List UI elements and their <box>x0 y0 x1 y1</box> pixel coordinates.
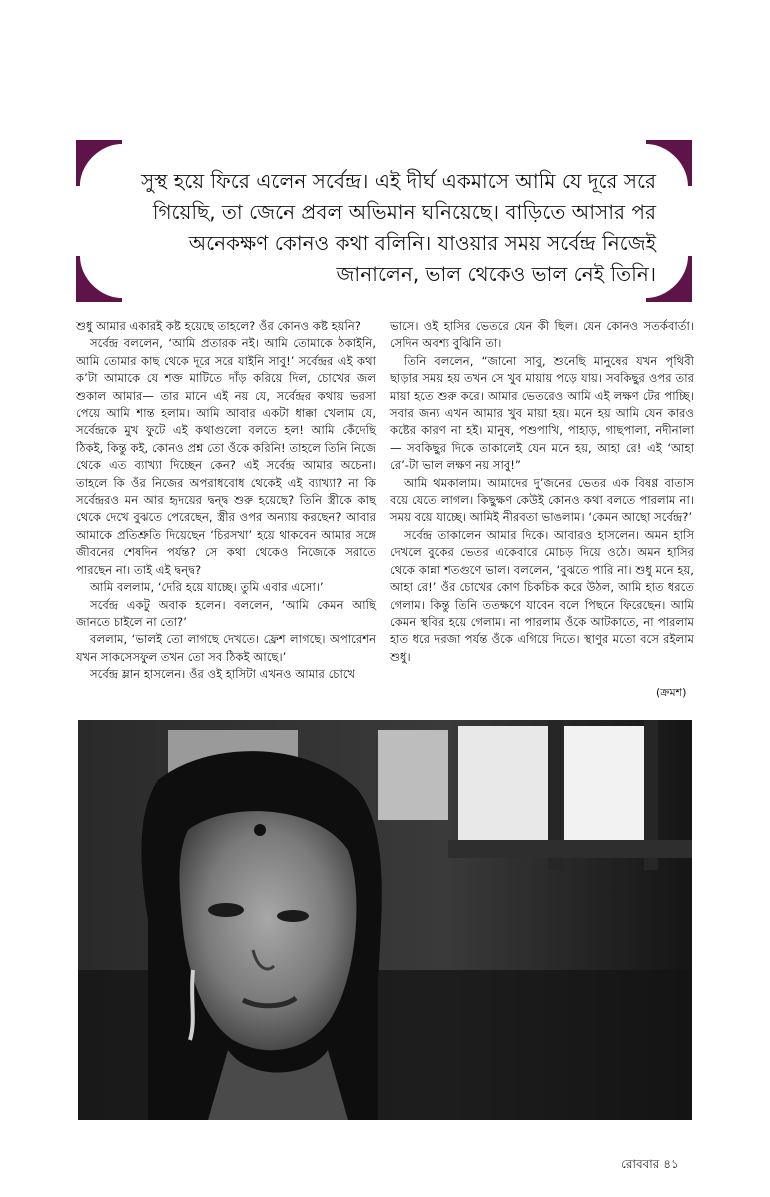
film-still-photo <box>78 720 692 1120</box>
paragraph: সর্বেন্দ্র বললেন, ‘আমি প্রতারক নই। আমি তোমাকে ঠকাইনি, আমি তোমার কাছ থেকে দূরে সরে যাইনি সাবু!’ সর্বেন্দ্রর এই কথা ক’টা আমাকে যে শক্ত মাটিতে দাঁড় করিয়ে দিল, চোখের জল শুকাল আমার— তার মানে এই নয় যে, সর্বেন্দ্রর কথায় ভরসা পেয়ে আমি শান্ত হলাম। আমি আবার একটা ধাক্কা খেলাম যে, সর্বেন্দ্রকে মুখ ফুটে এই কথাগুলো বলতে হল! আমি কেঁদেছি ঠিকই, কিন্তু কই, কোনও প্রশ্ন তো ওঁকে করিনি! তাহলে তিনি নিজে থেকে এত ব্যাখ্যা দিচ্ছেন কেন? এই সর্বেন্দ্র আমার অচেনা। তাহলে কি ওঁর নিজের অপরাধবোধ থেকেই এই ব্যাখ্যা? না কি সর্বেন্দ্ররও মন আর হৃদয়ের দ্বন্দ্ব শুরু হয়েছে? তিনি স্ত্রীকে কাছ থেকে দেখে বুঝতে পেরেছেন, স্ত্রীর ওপর অন্যায় করছেন? আবার আমাকে প্রতিশ্রুতি দিয়েছেন ‘চিরসখা’ হয়ে থাকবেন আমার সঙ্গে জীবনের শেষদিন পর্যন্ত? সে কথা থেকেও নিজেকে সরাতে পারছেন না। তাই এই দ্বন্দ্ব? <box>76 336 376 577</box>
pull-quote-line: সুস্থ হয়ে ফিরে এলেন সর্বেন্দ্র। এই দীর্ঘ একমাসে আমি যে দূরে সরে <box>140 169 656 193</box>
paragraph: বললাম, ‘ভালই তো লাগছে দেখতে। ফ্রেশ লাগছে। অপারেশন যখন সাকসেসফুল তখন তো সব ঠিকই আছে।’ <box>76 632 376 664</box>
article-column-right <box>390 318 694 666</box>
pull-quote-line: গিয়েছি, তা জেনে প্রবল অভিমান ঘনিয়েছে। বাড়িতে আসার পর <box>152 200 656 224</box>
paragraph: আমি থমকালাম। আমাদের দু’জনের ভেতর এক বিষণ্ণ বাতাস বয়ে যেতে লাগল। কিছুক্ষণ কেউই কোনও কথা বলতে পারলাম না। সময় বয়ে যাচ্ছে। আমিই নীরবতা ভাঙলাম। ‘কেমন আছো সর্বেন্দ্র?’ <box>390 475 694 525</box>
continued-label: (ক্রমশ) <box>656 686 687 699</box>
film-still-image <box>78 720 692 1120</box>
page-folio: রোববার ৪১ <box>621 1157 679 1171</box>
pull-quote-line: অনেকক্ষণ কোনও কথা বলিনি। যাওয়ার সময় সর্বেন্দ্র নিজেই <box>188 231 656 255</box>
paragraph: আমি বললাম, ‘দেরি হয়ে যাচ্ছে। তুমি এবার এসো।’ <box>90 580 324 595</box>
paragraph: তিনি বললেন, “জানো সাবু, শুনেছি মানুষের যখন পৃথিবী ছাড়ার সময় হয় তখন সে খুব মায়ায় পড়ে যায়। সবকিছুর ওপর তার মায়া হতে শুরু করে। আমার ভেতরেও আমি এই লক্ষণ টের পাচ্ছি। সবার জন্য এখন আমার খুব মায়া হয়। মনে হয় আমি যেন কারও কষ্টের কারণ না হই। মানুষ, পশুপাখি, পাহাড়, গাছপালা, নদীনালা— সবকিছুর দিকে তাকালেই যেন মনে হয়, আহা রে! এই ‘আহা রে’-টা ভাল লক্ষণ নয় সাবু!” <box>390 353 694 473</box>
pull-quote-text <box>112 166 656 290</box>
paragraph: সর্বেন্দ্র তাকালেন আমার দিকে। আবারও হাসলেন। অমন হাসি দেখলে বুকের ভেতর একেবারে মোচড় দিয়ে ওঠে। অমন হাসির থেকে কান্না শতগুণে ভাল। বললেন, ‘বুঝতে পারি না। শুধু মনে হয়, আহা রে!’ ওঁর চোখের কোণ চিকচিক করে উঠল, আমি হাত ধরতে গেলাম। কিন্তু তিনি ততক্ষণে যাবেন বলে পিছনে ফিরেছেন। আমি কেমন স্থবির হয়ে গেলাম। না পারলাম ওঁকে আটকাতে, না পারলাম হাত ধরে দরজা পর্যন্ত ওঁকে এগিয়ে দিতে। স্থাণুর মতো বসে রইলাম শুধু। <box>390 527 694 664</box>
article-column-left <box>76 318 376 684</box>
paragraph: ভাসে। ওই হাসির ভেতরে যেন কী ছিল। যেন কোনও সতর্কবার্তা। সেদিন অবশ্য বুঝিনি তা। <box>390 319 694 351</box>
paragraph: শুধু আমার একারই কষ্ট হয়েছে তাহলে? ওঁর কোনও কষ্ট হয়নি? <box>76 319 361 333</box>
paragraph: সর্বেন্দ্র একটু অবাক হলেন। বললেন, ‘আমি কেমন আছি জানতে চাইলে না তো?’ <box>76 597 376 629</box>
pull-quote <box>76 140 692 302</box>
pull-quote-line: জানালেন, ভাল থেকেও ভাল নেই তিনি। <box>336 262 656 286</box>
paragraph: সর্বেন্দ্র ম্লান হাসলেন। ওঁর ওই হাসিটা এখনও আমার চোখে <box>90 667 356 682</box>
